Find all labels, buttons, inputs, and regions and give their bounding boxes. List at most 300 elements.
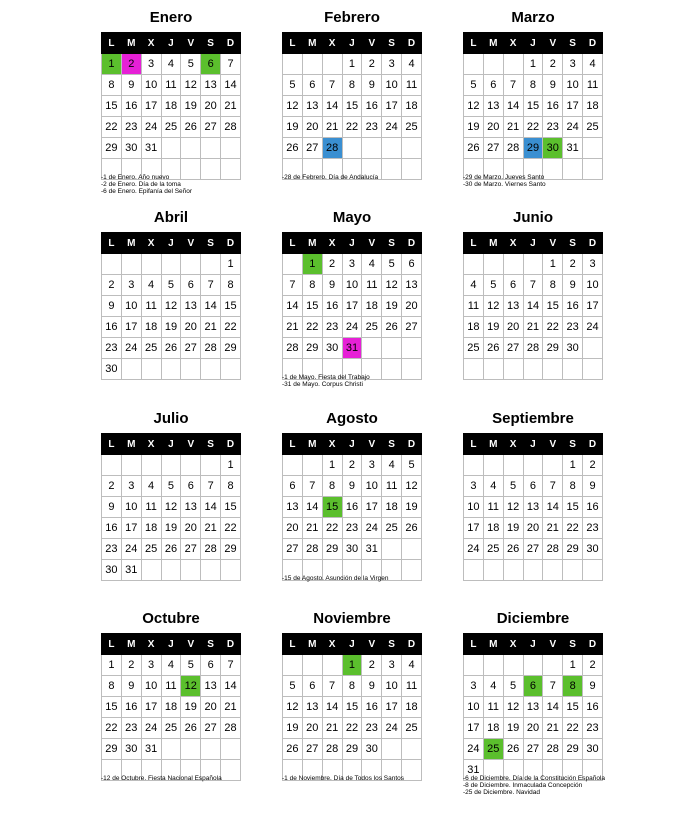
weekday-header: J	[161, 233, 181, 254]
weekday-header: M	[302, 33, 322, 54]
day-cell: 20	[302, 117, 322, 138]
weekday-header: X	[322, 634, 342, 655]
day-cell: 2	[121, 655, 141, 676]
day-cell: 12	[503, 697, 523, 718]
day-cell: 20	[523, 518, 543, 539]
empty-day-cell	[543, 359, 563, 380]
day-cell: 25	[464, 338, 484, 359]
day-cell: 10	[141, 676, 161, 697]
weekday-header: S	[563, 233, 583, 254]
day-cell: 22	[322, 518, 342, 539]
day-cell: 17	[464, 718, 484, 739]
week-row	[464, 476, 603, 497]
empty-day-cell	[523, 455, 543, 476]
empty-day-cell	[121, 254, 141, 275]
day-cell: 17	[382, 96, 402, 117]
empty-day-cell	[483, 560, 503, 581]
weekday-header: S	[382, 634, 402, 655]
day-cell: 10	[583, 275, 603, 296]
day-cell: 9	[121, 75, 141, 96]
empty-day-cell	[402, 138, 422, 159]
week-row	[283, 476, 422, 497]
day-cell: 29	[523, 138, 543, 159]
holiday-note: -2 de Enero. Día de la toma	[101, 181, 181, 188]
holiday-notes	[282, 775, 462, 782]
day-cell: 7	[201, 275, 221, 296]
day-cell: 10	[382, 676, 402, 697]
weekday-header: V	[362, 634, 382, 655]
empty-day-cell	[402, 539, 422, 560]
empty-day-cell	[483, 254, 503, 275]
month-grid	[282, 433, 422, 581]
day-cell: 19	[181, 96, 201, 117]
day-cell: 10	[464, 497, 484, 518]
day-cell: 12	[402, 476, 422, 497]
day-cell: 2	[102, 476, 122, 497]
weekday-header: D	[402, 434, 422, 455]
weekday-header-row	[464, 634, 603, 655]
day-cell: 27	[181, 338, 201, 359]
empty-day-cell	[483, 54, 503, 75]
day-cell: 28	[503, 138, 523, 159]
day-cell: 12	[464, 96, 484, 117]
day-cell: 25	[483, 539, 503, 560]
day-cell: 19	[503, 718, 523, 739]
day-cell: 13	[201, 676, 221, 697]
day-cell: 29	[563, 539, 583, 560]
week-row	[102, 317, 241, 338]
day-cell: 19	[464, 117, 484, 138]
weekday-header: S	[201, 233, 221, 254]
day-cell: 27	[302, 138, 322, 159]
day-cell: 15	[102, 96, 122, 117]
day-cell: 28	[322, 138, 342, 159]
day-cell: 18	[141, 317, 161, 338]
day-cell: 7	[543, 476, 563, 497]
day-cell: 20	[201, 697, 221, 718]
day-cell: 3	[464, 476, 484, 497]
day-cell: 30	[322, 338, 342, 359]
day-cell: 21	[543, 518, 563, 539]
empty-day-cell	[201, 560, 221, 581]
weekday-header: X	[503, 233, 523, 254]
empty-day-cell	[283, 254, 303, 275]
empty-day-cell	[503, 54, 523, 75]
empty-day-cell	[221, 359, 241, 380]
weekday-header-row	[283, 233, 422, 254]
day-cell: 15	[322, 497, 342, 518]
day-cell: 18	[382, 497, 402, 518]
weekday-header: M	[121, 233, 141, 254]
day-cell: 28	[201, 539, 221, 560]
month-grid	[101, 633, 241, 781]
day-cell: 16	[563, 296, 583, 317]
day-cell: 22	[563, 718, 583, 739]
day-cell: 29	[102, 739, 122, 760]
weekday-header: D	[402, 233, 422, 254]
day-cell: 9	[102, 497, 122, 518]
holiday-notes	[282, 374, 462, 388]
day-cell: 24	[382, 718, 402, 739]
day-cell: 8	[221, 275, 241, 296]
day-cell: 6	[302, 676, 322, 697]
weekday-header: J	[161, 33, 181, 54]
day-cell: 31	[342, 338, 362, 359]
day-cell: 21	[221, 697, 241, 718]
day-cell: 18	[402, 96, 422, 117]
day-cell: 19	[283, 718, 303, 739]
empty-day-cell	[382, 739, 402, 760]
empty-day-cell	[362, 338, 382, 359]
week-row	[283, 117, 422, 138]
day-cell: 31	[141, 138, 161, 159]
day-cell: 14	[523, 296, 543, 317]
weekday-header: V	[543, 233, 563, 254]
day-cell: 11	[141, 497, 161, 518]
day-cell: 10	[141, 75, 161, 96]
day-cell: 4	[161, 655, 181, 676]
week-row	[464, 518, 603, 539]
day-cell: 16	[342, 497, 362, 518]
day-cell: 16	[543, 96, 563, 117]
day-cell: 7	[322, 676, 342, 697]
empty-day-cell	[161, 455, 181, 476]
day-cell: 27	[402, 317, 422, 338]
day-cell: 4	[141, 476, 161, 497]
day-cell: 29	[302, 338, 322, 359]
empty-day-cell	[464, 655, 484, 676]
day-cell: 28	[543, 539, 563, 560]
empty-day-cell	[283, 655, 303, 676]
day-cell: 27	[523, 539, 543, 560]
day-cell: 3	[121, 275, 141, 296]
week-row	[283, 317, 422, 338]
weekday-header: J	[523, 634, 543, 655]
month-grid	[101, 232, 241, 380]
empty-day-cell	[503, 455, 523, 476]
day-cell: 20	[201, 96, 221, 117]
weekday-header: V	[362, 434, 382, 455]
week-row	[102, 718, 241, 739]
day-cell: 2	[583, 455, 603, 476]
day-cell: 12	[283, 96, 303, 117]
day-cell: 29	[102, 138, 122, 159]
month-title: Octubre	[142, 610, 200, 627]
day-cell: 1	[102, 54, 122, 75]
day-cell: 26	[382, 317, 402, 338]
empty-day-cell	[523, 655, 543, 676]
weekday-header-row	[283, 434, 422, 455]
weekday-header: D	[221, 33, 241, 54]
day-cell: 16	[102, 317, 122, 338]
day-cell: 11	[161, 676, 181, 697]
empty-day-cell	[201, 455, 221, 476]
day-cell: 15	[523, 96, 543, 117]
weekday-header: X	[141, 634, 161, 655]
day-cell: 18	[161, 697, 181, 718]
empty-day-cell	[141, 359, 161, 380]
day-cell: 21	[201, 317, 221, 338]
day-cell: 31	[464, 760, 484, 781]
day-cell: 15	[102, 697, 122, 718]
day-cell: 12	[503, 497, 523, 518]
holiday-note: -6 de Diciembre. Día de la Constitución Española	[463, 775, 605, 782]
day-cell: 6	[181, 275, 201, 296]
empty-day-cell	[141, 560, 161, 581]
empty-day-cell	[302, 455, 322, 476]
week-row	[283, 518, 422, 539]
weekday-header: V	[181, 33, 201, 54]
day-cell: 8	[102, 75, 122, 96]
empty-day-cell	[382, 138, 402, 159]
week-row	[464, 54, 603, 75]
day-cell: 4	[583, 54, 603, 75]
empty-day-cell	[382, 338, 402, 359]
day-cell: 6	[302, 75, 322, 96]
day-cell: 1	[102, 655, 122, 676]
day-cell: 31	[362, 539, 382, 560]
day-cell: 24	[141, 117, 161, 138]
week-row	[283, 296, 422, 317]
week-row	[102, 296, 241, 317]
weekday-header: M	[483, 233, 503, 254]
day-cell: 17	[141, 96, 161, 117]
day-cell: 22	[543, 317, 563, 338]
day-cell: 25	[141, 338, 161, 359]
day-cell: 18	[483, 718, 503, 739]
day-cell: 7	[201, 476, 221, 497]
day-cell: 27	[503, 338, 523, 359]
week-row	[283, 455, 422, 476]
day-cell: 3	[583, 254, 603, 275]
day-cell: 17	[563, 96, 583, 117]
empty-day-cell	[181, 560, 201, 581]
empty-day-cell	[464, 54, 484, 75]
day-cell: 29	[221, 338, 241, 359]
day-cell: 30	[121, 739, 141, 760]
month-grid	[463, 232, 603, 380]
day-cell: 17	[382, 697, 402, 718]
empty-day-cell	[141, 455, 161, 476]
month-grid	[282, 32, 422, 180]
holiday-notes	[101, 174, 281, 195]
week-row	[464, 497, 603, 518]
week-row	[102, 739, 241, 760]
day-cell: 21	[322, 117, 342, 138]
week-row	[283, 697, 422, 718]
holiday-note: -31 de Mayo. Corpus Christi	[282, 381, 363, 388]
weekday-header: S	[201, 33, 221, 54]
day-cell: 25	[483, 739, 503, 760]
empty-day-cell	[161, 359, 181, 380]
week-row	[464, 296, 603, 317]
day-cell: 9	[583, 476, 603, 497]
day-cell: 28	[523, 338, 543, 359]
empty-day-cell	[583, 560, 603, 581]
day-cell: 26	[503, 539, 523, 560]
day-cell: 30	[543, 138, 563, 159]
day-cell: 19	[483, 317, 503, 338]
day-cell: 13	[181, 497, 201, 518]
empty-day-cell	[523, 359, 543, 380]
empty-day-cell	[141, 254, 161, 275]
day-cell: 20	[181, 518, 201, 539]
weekday-header: L	[102, 33, 122, 54]
month-title: Enero	[149, 9, 193, 26]
day-cell: 11	[161, 75, 181, 96]
day-cell: 17	[121, 518, 141, 539]
holiday-note: -6 de Enero. Epifanía del Señor	[101, 188, 193, 195]
empty-day-cell	[322, 54, 342, 75]
day-cell: 1	[523, 54, 543, 75]
weekday-header: V	[543, 33, 563, 54]
weekday-header: V	[181, 634, 201, 655]
day-cell: 18	[464, 317, 484, 338]
day-cell: 31	[141, 739, 161, 760]
day-cell: 16	[322, 296, 342, 317]
weekday-header: V	[543, 434, 563, 455]
day-cell: 1	[342, 655, 362, 676]
day-cell: 5	[402, 455, 422, 476]
weekday-header: L	[283, 233, 303, 254]
week-row	[283, 338, 422, 359]
week-row	[464, 718, 603, 739]
day-cell: 3	[141, 655, 161, 676]
weekday-header: D	[402, 33, 422, 54]
holiday-notes	[463, 775, 643, 796]
week-row	[102, 75, 241, 96]
day-cell: 9	[342, 476, 362, 497]
day-cell: 28	[221, 117, 241, 138]
empty-day-cell	[382, 539, 402, 560]
week-row	[102, 655, 241, 676]
day-cell: 21	[322, 718, 342, 739]
empty-day-cell	[464, 455, 484, 476]
day-cell: 28	[221, 718, 241, 739]
day-cell: 3	[382, 54, 402, 75]
day-cell: 18	[583, 96, 603, 117]
day-cell: 19	[161, 518, 181, 539]
week-row	[283, 497, 422, 518]
day-cell: 28	[283, 338, 303, 359]
day-cell: 4	[483, 476, 503, 497]
day-cell: 26	[161, 539, 181, 560]
day-cell: 23	[583, 718, 603, 739]
day-cell: 13	[283, 497, 303, 518]
month-title: Abril	[153, 209, 189, 226]
day-cell: 11	[141, 296, 161, 317]
day-cell: 21	[503, 117, 523, 138]
holiday-note: -1 de Enero. Año nuevo	[101, 174, 170, 181]
holiday-note: -25 de Diciembre. Navidad	[463, 789, 540, 796]
weekday-header-row	[283, 33, 422, 54]
day-cell: 30	[583, 539, 603, 560]
day-cell: 28	[201, 338, 221, 359]
day-cell: 5	[283, 75, 303, 96]
weekday-header: M	[302, 434, 322, 455]
month-title: Agosto	[326, 410, 378, 427]
empty-day-cell	[181, 455, 201, 476]
day-cell: 16	[121, 96, 141, 117]
day-cell: 26	[161, 338, 181, 359]
day-cell: 6	[283, 476, 303, 497]
weekday-header: S	[382, 434, 402, 455]
day-cell: 23	[322, 317, 342, 338]
empty-day-cell	[503, 359, 523, 380]
day-cell: 17	[464, 518, 484, 539]
day-cell: 9	[322, 275, 342, 296]
day-cell: 5	[181, 655, 201, 676]
day-cell: 20	[283, 518, 303, 539]
empty-day-cell	[161, 739, 181, 760]
day-cell: 5	[161, 275, 181, 296]
empty-day-cell	[302, 54, 322, 75]
weekday-header: M	[121, 33, 141, 54]
day-cell: 8	[563, 476, 583, 497]
day-cell: 26	[503, 739, 523, 760]
day-cell: 4	[464, 275, 484, 296]
day-cell: 30	[102, 560, 122, 581]
day-cell: 23	[342, 518, 362, 539]
weekday-header: D	[402, 634, 422, 655]
day-cell: 26	[402, 518, 422, 539]
day-cell: 29	[342, 739, 362, 760]
day-cell: 20	[483, 117, 503, 138]
day-cell: 24	[382, 117, 402, 138]
week-row	[283, 138, 422, 159]
day-cell: 25	[161, 117, 181, 138]
day-cell: 26	[283, 739, 303, 760]
day-cell: 6	[523, 676, 543, 697]
weekday-header: J	[342, 33, 362, 54]
day-cell: 10	[342, 275, 362, 296]
day-cell: 22	[221, 518, 241, 539]
weekday-header: S	[382, 33, 402, 54]
day-cell: 10	[121, 497, 141, 518]
day-cell: 10	[362, 476, 382, 497]
day-cell: 15	[342, 697, 362, 718]
month-grid	[101, 433, 241, 581]
day-cell: 29	[563, 739, 583, 760]
day-cell: 20	[503, 317, 523, 338]
empty-day-cell	[464, 359, 484, 380]
day-cell: 22	[102, 117, 122, 138]
day-cell: 27	[523, 739, 543, 760]
day-cell: 12	[283, 697, 303, 718]
week-row	[102, 476, 241, 497]
day-cell: 18	[362, 296, 382, 317]
month-grid	[282, 633, 422, 781]
day-cell: 26	[464, 138, 484, 159]
week-row	[464, 455, 603, 476]
weekday-header-row	[464, 434, 603, 455]
day-cell: 22	[523, 117, 543, 138]
weekday-header: M	[121, 634, 141, 655]
empty-day-cell	[201, 359, 221, 380]
day-cell: 30	[121, 138, 141, 159]
day-cell: 20	[402, 296, 422, 317]
day-cell: 23	[362, 718, 382, 739]
empty-day-cell	[503, 254, 523, 275]
day-cell: 18	[402, 697, 422, 718]
day-cell: 14	[322, 697, 342, 718]
day-cell: 7	[503, 75, 523, 96]
day-cell: 8	[342, 676, 362, 697]
day-cell: 3	[121, 476, 141, 497]
day-cell: 15	[543, 296, 563, 317]
weekday-header: S	[563, 434, 583, 455]
day-cell: 23	[102, 539, 122, 560]
